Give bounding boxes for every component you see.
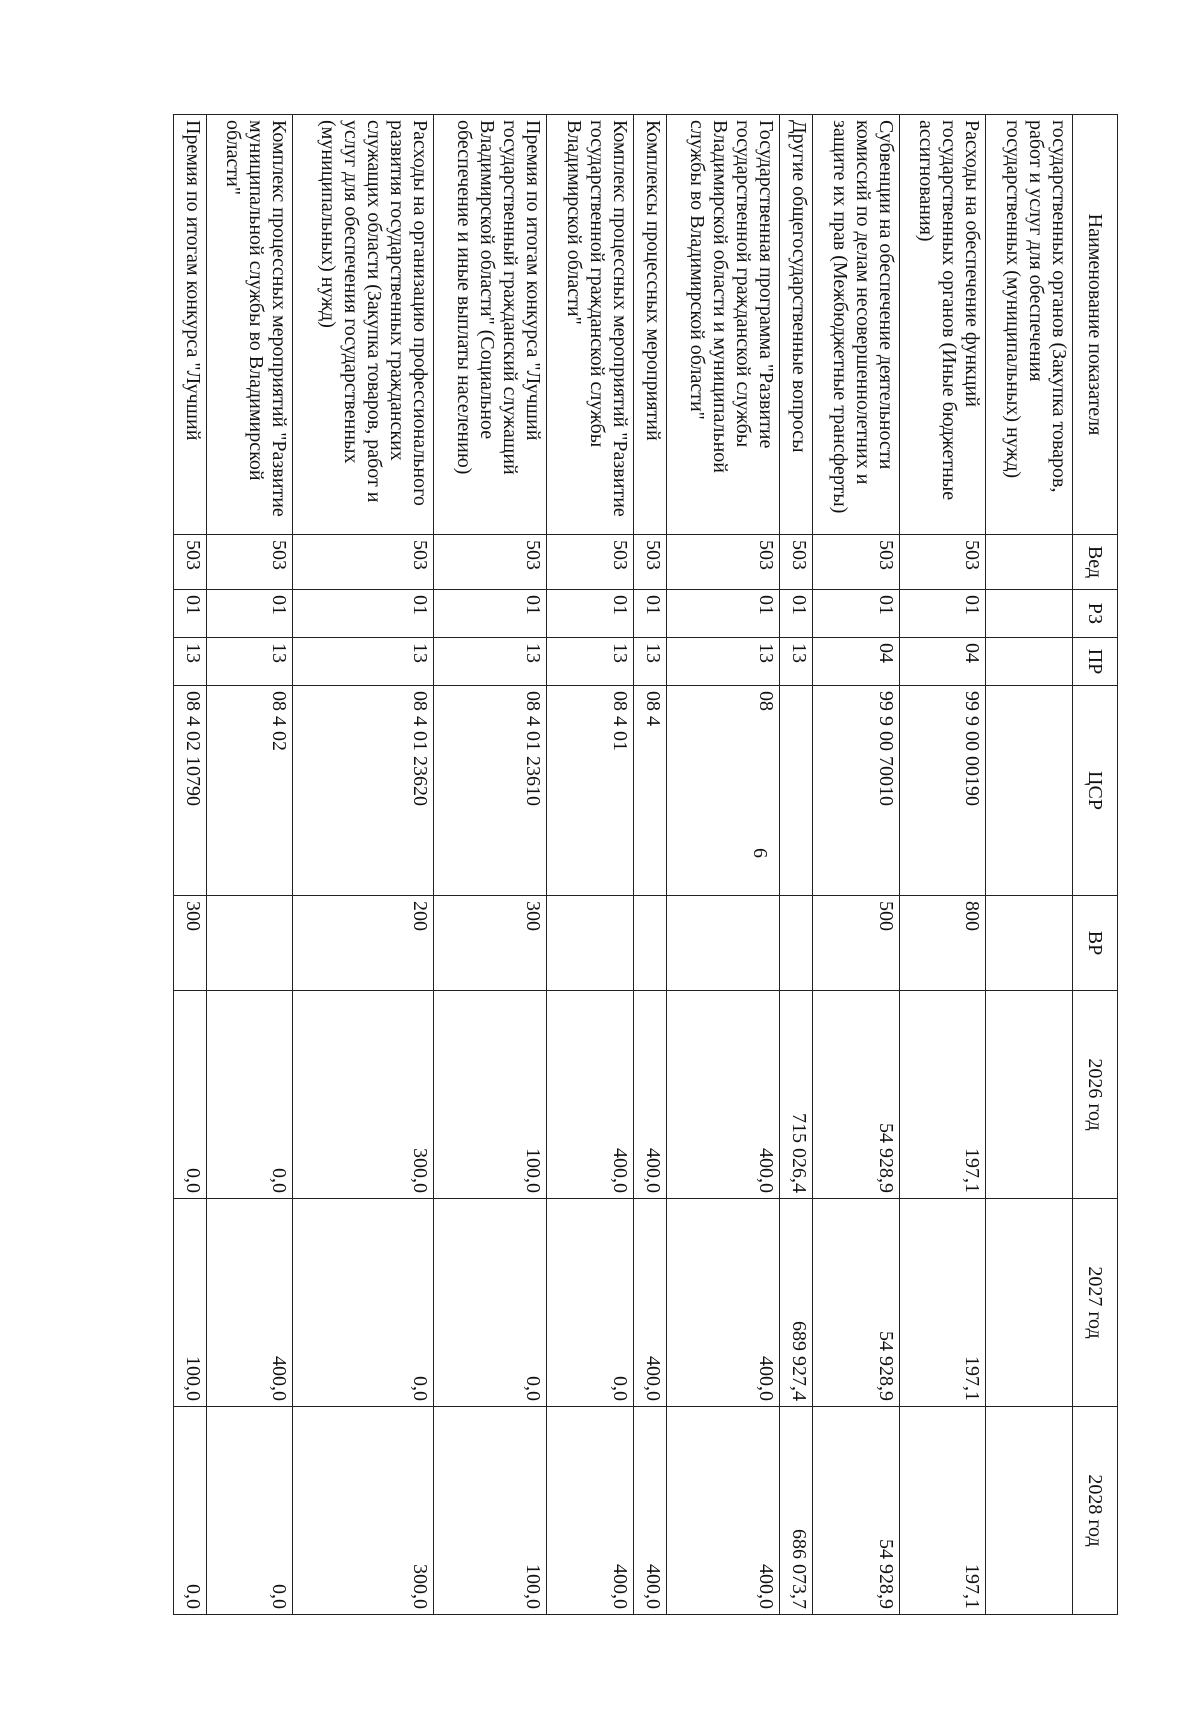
cell-2028: 0,0 <box>206 1407 293 1615</box>
cell-2028: 300,0 <box>293 1407 433 1615</box>
cell-ved: 503 <box>433 535 547 590</box>
cell-name: Расходы на обеспечение функций государственных органов (Иные бюджетные ассигнования) <box>899 115 986 535</box>
page-number: 6 <box>749 848 771 858</box>
budget-table <box>173 114 1118 1615</box>
cell-2026: 400,0 <box>634 991 667 1199</box>
cell-name: государственных органов (Закупка товаров, работ и услуг для обеспечения государственных (муниципальных) нужд) <box>986 115 1073 535</box>
rotated-page <box>173 114 1118 1614</box>
cell-csr: 08 4 02 10790 <box>174 686 207 896</box>
cell-vr: 300 <box>174 896 207 991</box>
cell-rz: 01 <box>547 590 634 638</box>
cell-name: Премия по итогам конкурса "Лучший <box>174 115 207 535</box>
cell-2026: 400,0 <box>547 991 634 1199</box>
cell-name: Другие общегосударственные вопросы <box>780 115 813 535</box>
cell-2027: 197,1 <box>899 1199 986 1407</box>
cell-2026: 400,0 <box>666 991 780 1199</box>
cell-2026: 0,0 <box>174 991 207 1199</box>
cell-rz: 01 <box>174 590 207 638</box>
cell-ved: 503 <box>899 535 986 590</box>
cell-vr <box>986 896 1073 991</box>
cell-pr: 13 <box>433 638 547 686</box>
table-row <box>174 115 207 1615</box>
cell-vr <box>666 896 780 991</box>
cell-pr: 13 <box>780 638 813 686</box>
cell-rz: 01 <box>899 590 986 638</box>
cell-csr: 99 9 00 70010 <box>813 686 900 896</box>
cell-2026: 100,0 <box>433 991 547 1199</box>
cell-name: Комплекс процессных мероприятий "Развитие государственной гражданской службы Владимирской области" <box>547 115 634 535</box>
cell-csr: 99 9 00 00190 <box>899 686 986 896</box>
cell-2028 <box>986 1407 1073 1615</box>
cell-2027: 0,0 <box>547 1199 634 1407</box>
table-row <box>547 115 634 1615</box>
header-name: Наименование показателя <box>1073 115 1118 535</box>
header-vr: ВР <box>1073 896 1118 991</box>
cell-ved: 503 <box>666 535 780 590</box>
header-csr: ЦСР <box>1073 686 1118 896</box>
cell-2028: 54 928,9 <box>813 1407 900 1615</box>
table-row <box>780 115 813 1615</box>
cell-name: Комплексы процессных мероприятий <box>634 115 667 535</box>
cell-2028: 0,0 <box>174 1407 207 1615</box>
cell-name: Комплекс процессных мероприятий "Развитие муниципальной службы во Владимирской области" <box>206 115 293 535</box>
table-row <box>634 115 667 1615</box>
cell-ved: 503 <box>547 535 634 590</box>
table-row <box>813 115 900 1615</box>
cell-rz: 01 <box>813 590 900 638</box>
cell-rz: 01 <box>206 590 293 638</box>
cell-name: Расходы на организацию профессионального развития государственных гражданских служащих области (Закупка товаров, работ и услуг для обеспечения государственных (муниципальных) нужд) <box>293 115 433 535</box>
cell-ved: 503 <box>174 535 207 590</box>
cell-2027: 689 927,4 <box>780 1199 813 1407</box>
cell-vr <box>780 896 813 991</box>
cell-2026: 197,1 <box>899 991 986 1199</box>
cell-2026: 54 928,9 <box>813 991 900 1199</box>
cell-rz: 01 <box>433 590 547 638</box>
cell-vr: 200 <box>293 896 433 991</box>
table-row <box>899 115 986 1615</box>
cell-rz: 01 <box>634 590 667 638</box>
cell-vr: 300 <box>433 896 547 991</box>
cell-2026: 715 026,4 <box>780 991 813 1199</box>
cell-ved: 503 <box>813 535 900 590</box>
cell-rz: 01 <box>293 590 433 638</box>
cell-csr <box>986 686 1073 896</box>
cell-2028: 686 073,7 <box>780 1407 813 1615</box>
header-pr: ПР <box>1073 638 1118 686</box>
cell-pr: 13 <box>293 638 433 686</box>
cell-name: Премия по итогам конкурса "Лучший государственный гражданский служащий Владимирской области" (Социальное обеспечение и иные выплаты населению) <box>433 115 547 535</box>
cell-name: Субвенции на обеспечение деятельности комиссий по делам несовершеннолетних и защите их прав (Межбюджетные трансферты) <box>813 115 900 535</box>
cell-ved: 503 <box>634 535 667 590</box>
cell-pr: 04 <box>813 638 900 686</box>
cell-pr: 13 <box>634 638 667 686</box>
cell-2026: 0,0 <box>206 991 293 1199</box>
cell-rz: 01 <box>780 590 813 638</box>
cell-2028: 197,1 <box>899 1407 986 1615</box>
cell-csr: 08 4 02 <box>206 686 293 896</box>
cell-2028: 400,0 <box>634 1407 667 1615</box>
table-row <box>433 115 547 1615</box>
cell-2026: 300,0 <box>293 991 433 1199</box>
cell-pr <box>986 638 1073 686</box>
header-2027: 2027 год <box>1073 1199 1118 1407</box>
cell-vr: 800 <box>899 896 986 991</box>
header-row <box>1073 115 1118 1615</box>
table-row <box>986 115 1073 1615</box>
header-2028: 2028 год <box>1073 1407 1118 1615</box>
cell-2027: 0,0 <box>293 1199 433 1407</box>
table-row <box>206 115 293 1615</box>
cell-2027: 54 928,9 <box>813 1199 900 1407</box>
cell-csr: 08 4 01 <box>547 686 634 896</box>
cell-2027: 400,0 <box>206 1199 293 1407</box>
cell-ved: 503 <box>293 535 433 590</box>
header-ved: Вед <box>1073 535 1118 590</box>
cell-pr: 13 <box>174 638 207 686</box>
cell-vr <box>547 896 634 991</box>
header-rz: РЗ <box>1073 590 1118 638</box>
header-2026: 2026 год <box>1073 991 1118 1199</box>
cell-csr <box>780 686 813 896</box>
cell-2028: 400,0 <box>547 1407 634 1615</box>
cell-csr: 08 4 01 23610 <box>433 686 547 896</box>
cell-2027: 400,0 <box>666 1199 780 1407</box>
cell-2027 <box>986 1199 1073 1407</box>
cell-vr <box>206 896 293 991</box>
cell-ved: 503 <box>206 535 293 590</box>
cell-ved <box>986 535 1073 590</box>
cell-2027: 400,0 <box>634 1199 667 1407</box>
cell-ved: 503 <box>780 535 813 590</box>
cell-2026 <box>986 991 1073 1199</box>
cell-csr: 08 <box>666 686 780 896</box>
cell-vr <box>634 896 667 991</box>
cell-2027: 0,0 <box>433 1199 547 1407</box>
cell-pr: 13 <box>666 638 780 686</box>
cell-rz <box>986 590 1073 638</box>
cell-name: Государственная программа "Развитие государственной гражданской службы Владимирской области и муниципальной службы во Владимирской области" <box>666 115 780 535</box>
cell-csr: 08 4 <box>634 686 667 896</box>
cell-pr: 13 <box>206 638 293 686</box>
cell-rz: 01 <box>666 590 780 638</box>
cell-pr: 13 <box>547 638 634 686</box>
cell-csr: 08 4 01 23620 <box>293 686 433 896</box>
cell-2027: 100,0 <box>174 1199 207 1407</box>
cell-pr: 04 <box>899 638 986 686</box>
table-row <box>666 115 780 1615</box>
cell-vr: 500 <box>813 896 900 991</box>
cell-2028: 100,0 <box>433 1407 547 1615</box>
table-row <box>293 115 433 1615</box>
cell-2028: 400,0 <box>666 1407 780 1615</box>
